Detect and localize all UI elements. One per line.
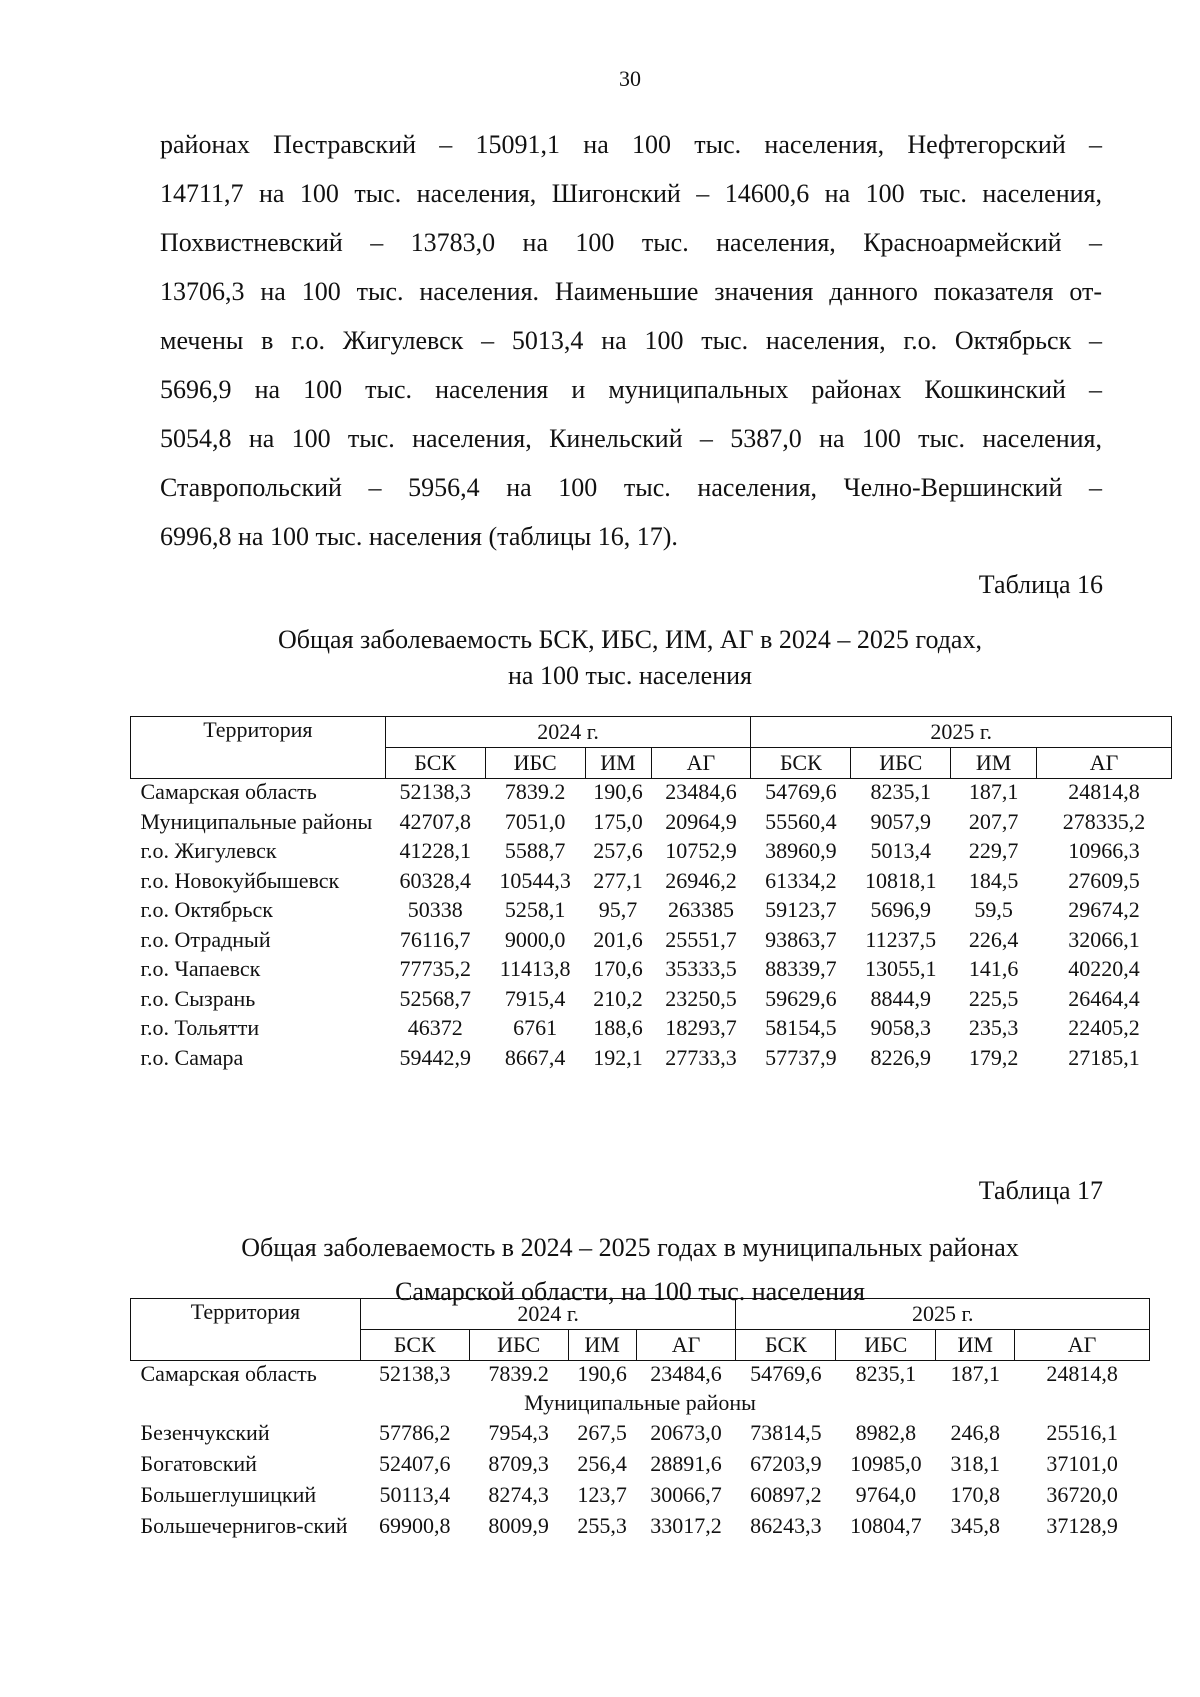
value-cell: 10985,0 [850, 1451, 922, 1476]
table-row [131, 868, 1172, 898]
table-row [131, 1045, 1172, 1075]
table-row [131, 1482, 1150, 1513]
value-cell: 8235,1 [870, 779, 932, 804]
header-territory: Территория [131, 717, 386, 779]
value-cell: 41228,1 [399, 838, 471, 863]
header-col: ИМ [585, 748, 651, 779]
header-col: АГ [636, 1330, 736, 1361]
value-cell: 18293,7 [665, 1015, 737, 1040]
header-col: ИМ [936, 1330, 1015, 1361]
value-cell: 55560,4 [765, 808, 837, 834]
value-cell: 8226,9 [870, 1044, 932, 1070]
value-cell: 52407,6 [379, 1451, 451, 1476]
section-label: Муниципальные районы [524, 1390, 756, 1415]
table16 [130, 716, 1172, 1074]
territory-cell: г.о. Октябрьск [140, 897, 273, 922]
value-cell: 188,6 [593, 1015, 643, 1040]
value-cell: 46372 [407, 1015, 463, 1040]
header-col: ИМ [568, 1330, 636, 1361]
value-cell: 190,6 [593, 779, 643, 804]
value-cell: 7954,3 [488, 1420, 549, 1445]
header-year-2025: 2025 г. [736, 1299, 1150, 1330]
value-cell: 59629,6 [765, 985, 837, 1011]
territory-cell: Большечернигов-ский [140, 1513, 348, 1538]
header-col: БСК [736, 1330, 836, 1361]
value-cell: 86243,3 [750, 1513, 822, 1538]
header-col: ИБС [836, 1330, 936, 1361]
value-cell: 9058,3 [870, 1015, 932, 1040]
page-number: 30 [619, 66, 641, 91]
value-cell: 229,7 [968, 838, 1019, 863]
table16-title-line: на 100 тыс. населения [508, 661, 752, 690]
paragraph-line: Похвистневский – 13783,0 на 100 тыс. населения, Красноармейский – [160, 228, 1102, 257]
territory-cell: Безенчукский [140, 1420, 270, 1445]
value-cell: 10818,1 [865, 867, 937, 893]
value-cell: 207,7 [968, 808, 1019, 834]
value-cell: 26464,4 [1068, 985, 1140, 1011]
value-cell: 59442,9 [399, 1044, 471, 1070]
table-row [131, 956, 1172, 986]
value-cell: 25551,7 [665, 926, 737, 952]
value-cell: 187,1 [950, 1361, 1000, 1386]
value-cell: 23250,5 [665, 985, 737, 1011]
table-row [131, 779, 1172, 809]
header-col: АГ [651, 748, 751, 779]
value-cell: 190,6 [577, 1361, 627, 1386]
value-cell: 7915,4 [504, 985, 566, 1011]
table16-label: Таблица 16 [978, 570, 1103, 599]
territory-cell: Большеглушицкий [140, 1482, 317, 1507]
value-cell: 263385 [667, 897, 734, 922]
value-cell: 42707,8 [399, 808, 471, 834]
paragraph-line: 13706,3 на 100 тыс. населения. Наименьшие значения данного показателя от- [160, 277, 1102, 306]
paragraph-line: 5054,8 на 100 тыс. населения, Кинельский – 5387,0 на 100 тыс. населения, [160, 424, 1102, 453]
table16-title [0, 622, 1200, 694]
value-cell: 9000,0 [504, 926, 566, 952]
table-row [131, 1420, 1150, 1451]
table17-body [131, 1361, 1150, 1545]
value-cell: 88339,7 [765, 956, 837, 981]
value-cell: 61334,2 [765, 867, 837, 893]
value-cell: 187,1 [968, 779, 1019, 804]
value-cell: 9057,9 [870, 808, 932, 834]
value-cell: 67203,9 [750, 1451, 822, 1476]
value-cell: 277,1 [593, 867, 643, 893]
header-year-2025: 2025 г. [751, 717, 1172, 748]
value-cell: 20964,9 [665, 808, 737, 834]
territory-cell: г.о. Новокуйбышевск [140, 867, 340, 893]
section-row [131, 1390, 1150, 1420]
value-cell: 5013,4 [870, 838, 932, 863]
value-cell: 179,2 [968, 1044, 1019, 1070]
value-cell: 5696,9 [870, 897, 932, 922]
value-cell: 23484,6 [665, 779, 737, 804]
value-cell: 11413,8 [499, 956, 571, 981]
header-year-2024: 2024 г. [385, 717, 751, 748]
table16-title-line: Общая заболеваемость БСК, ИБС, ИМ, АГ в 2024 – 2025 годах, [278, 625, 982, 654]
value-cell: 52568,7 [399, 985, 471, 1011]
value-cell: 32066,1 [1068, 926, 1140, 952]
value-cell: 8982,8 [855, 1420, 917, 1445]
value-cell: 318,1 [950, 1451, 1000, 1476]
value-cell: 52138,3 [379, 1361, 451, 1386]
territory-cell: Самарская область [140, 1361, 317, 1386]
value-cell: 8235,1 [855, 1361, 917, 1386]
value-cell: 11237,5 [865, 926, 937, 952]
value-cell: 27609,5 [1068, 867, 1140, 893]
header-col: ИБС [469, 1330, 568, 1361]
value-cell: 33017,2 [650, 1513, 722, 1538]
value-cell: 5588,7 [504, 838, 566, 863]
table-row [131, 809, 1172, 839]
header-year-2024: 2024 г. [360, 1299, 736, 1330]
value-cell: 10752,9 [665, 838, 737, 863]
value-cell: 6761 [513, 1015, 558, 1040]
value-cell: 8009,9 [488, 1513, 549, 1538]
value-cell: 40220,4 [1068, 956, 1140, 981]
table-row [131, 1451, 1150, 1482]
value-cell: 23484,6 [650, 1361, 722, 1386]
value-cell: 37128,9 [1046, 1513, 1118, 1538]
value-cell: 93863,7 [765, 926, 837, 952]
paragraph-line: 6996,8 на 100 тыс. населения (таблицы 16, 17). [160, 522, 678, 551]
paragraph-line: районах Пестравский – 15091,1 на 100 тыс. населения, Нефтегорский – [160, 130, 1102, 159]
territory-cell: г.о. Чапаевск [140, 956, 261, 981]
value-cell: 52138,3 [399, 779, 471, 804]
value-cell: 246,8 [950, 1420, 1000, 1445]
table16-body [131, 779, 1172, 1075]
paragraph-line: Ставропольский – 5956,4 на 100 тыс. населения, Челно-Вершинский – [160, 473, 1102, 502]
territory-cell: г.о. Сызрань [140, 985, 256, 1011]
value-cell: 141,6 [968, 956, 1019, 981]
value-cell: 201,6 [593, 926, 643, 952]
value-cell: 36720,0 [1046, 1482, 1118, 1507]
territory-cell: Самарская область [140, 779, 317, 804]
value-cell: 7051,0 [504, 808, 566, 834]
value-cell: 345,8 [950, 1513, 1000, 1538]
value-cell: 24814,8 [1068, 779, 1140, 804]
territory-cell: Богатовский [140, 1451, 257, 1476]
value-cell: 57786,2 [379, 1420, 451, 1445]
table-row [131, 897, 1172, 927]
table-row [131, 1015, 1172, 1045]
value-cell: 60328,4 [399, 867, 471, 893]
value-cell: 184,5 [968, 867, 1019, 893]
value-cell: 54769,6 [765, 779, 837, 804]
value-cell: 278335,2 [1062, 808, 1146, 834]
value-cell: 13055,1 [865, 956, 937, 981]
value-cell: 37101,0 [1046, 1451, 1118, 1476]
value-cell: 58154,5 [765, 1015, 837, 1040]
value-cell: 5258,1 [504, 897, 566, 922]
value-cell: 9764,0 [855, 1482, 917, 1507]
value-cell: 255,3 [577, 1513, 627, 1538]
table-row [131, 1513, 1150, 1544]
value-cell: 69900,8 [379, 1513, 451, 1538]
value-cell: 29674,2 [1068, 897, 1140, 922]
value-cell: 95,7 [598, 897, 638, 922]
value-cell: 38960,9 [765, 838, 837, 863]
value-cell: 8709,3 [488, 1451, 549, 1476]
value-cell: 8667,4 [504, 1044, 566, 1070]
table-row [131, 838, 1172, 868]
table17-title-line: Самарской области, на 100 тыс. населения [395, 1277, 865, 1306]
table-row [131, 927, 1172, 957]
value-cell: 27733,3 [665, 1044, 737, 1070]
value-cell: 50113,4 [379, 1482, 451, 1507]
value-cell: 210,2 [593, 985, 643, 1011]
table17-label: Таблица 17 [978, 1176, 1103, 1205]
value-cell: 256,4 [577, 1451, 627, 1476]
paragraph-line: 5696,9 на 100 тыс. населения и муниципальных районах Кошкинский – [160, 375, 1102, 404]
value-cell: 25516,1 [1046, 1420, 1118, 1445]
value-cell: 35333,5 [665, 956, 737, 981]
value-cell: 267,5 [577, 1420, 627, 1445]
value-cell: 10966,3 [1068, 838, 1140, 863]
header-col: АГ [1037, 748, 1172, 779]
table-row [131, 1361, 1150, 1391]
header-col: АГ [1015, 1330, 1150, 1361]
value-cell: 7839.2 [488, 1361, 549, 1386]
value-cell: 30066,7 [650, 1482, 722, 1507]
territory-cell: г.о. Самара [140, 1044, 244, 1070]
value-cell: 123,7 [577, 1482, 627, 1507]
header-territory: Территория [131, 1299, 361, 1361]
value-cell: 59123,7 [765, 897, 837, 922]
table17-title-line: Общая заболеваемость в 2024 – 2025 годах в муниципальных районах [241, 1233, 1019, 1262]
value-cell: 175,0 [593, 808, 643, 834]
value-cell: 10804,7 [850, 1513, 922, 1538]
value-cell: 192,1 [593, 1044, 643, 1070]
territory-cell: г.о. Отрадный [140, 926, 271, 952]
value-cell: 225,5 [968, 985, 1019, 1011]
value-cell: 22405,2 [1068, 1015, 1140, 1040]
value-cell: 226,4 [968, 926, 1019, 952]
value-cell: 73814,5 [750, 1420, 822, 1445]
value-cell: 8844,9 [870, 985, 932, 1011]
value-cell: 170,8 [950, 1482, 1000, 1507]
value-cell: 27185,1 [1068, 1044, 1140, 1070]
territory-cell: г.о. Жигулевск [140, 838, 277, 863]
value-cell: 170,6 [593, 956, 643, 981]
value-cell: 257,6 [593, 838, 643, 863]
value-cell: 10544,3 [499, 867, 571, 893]
value-cell: 60897,2 [750, 1482, 822, 1507]
table-row [131, 986, 1172, 1016]
header-col: БСК [385, 748, 485, 779]
value-cell: 235,3 [968, 1015, 1019, 1040]
value-cell: 76116,7 [399, 926, 471, 952]
value-cell: 28891,6 [650, 1451, 722, 1476]
header-col: ИБС [851, 748, 951, 779]
header-col: ИБС [485, 748, 585, 779]
table17 [130, 1298, 1150, 1544]
value-cell: 50338 [407, 897, 463, 922]
value-cell: 59,5 [974, 897, 1013, 922]
territory-cell: Муниципальные районы [140, 808, 373, 834]
value-cell: 57737,9 [765, 1044, 837, 1070]
value-cell: 54769,6 [750, 1361, 822, 1386]
paragraph-line: 14711,7 на 100 тыс. населения, Шигонский – 14600,6 на 100 тыс. населения, [160, 179, 1102, 208]
value-cell: 26946,2 [665, 867, 737, 893]
value-cell: 77735,2 [399, 956, 471, 981]
header-col: БСК [751, 748, 851, 779]
value-cell: 24814,8 [1046, 1361, 1118, 1386]
territory-cell: г.о. Тольятти [140, 1015, 260, 1040]
value-cell: 8274,3 [488, 1482, 549, 1507]
paragraph-line: мечены в г.о. Жигулевск – 5013,4 на 100 тыс. населения, г.о. Октябрьск – [160, 326, 1102, 355]
header-col: БСК [360, 1330, 469, 1361]
header-col: ИМ [951, 748, 1037, 779]
value-cell: 7839.2 [504, 779, 566, 804]
value-cell: 20673,0 [650, 1420, 722, 1445]
body-paragraph [160, 120, 1102, 561]
